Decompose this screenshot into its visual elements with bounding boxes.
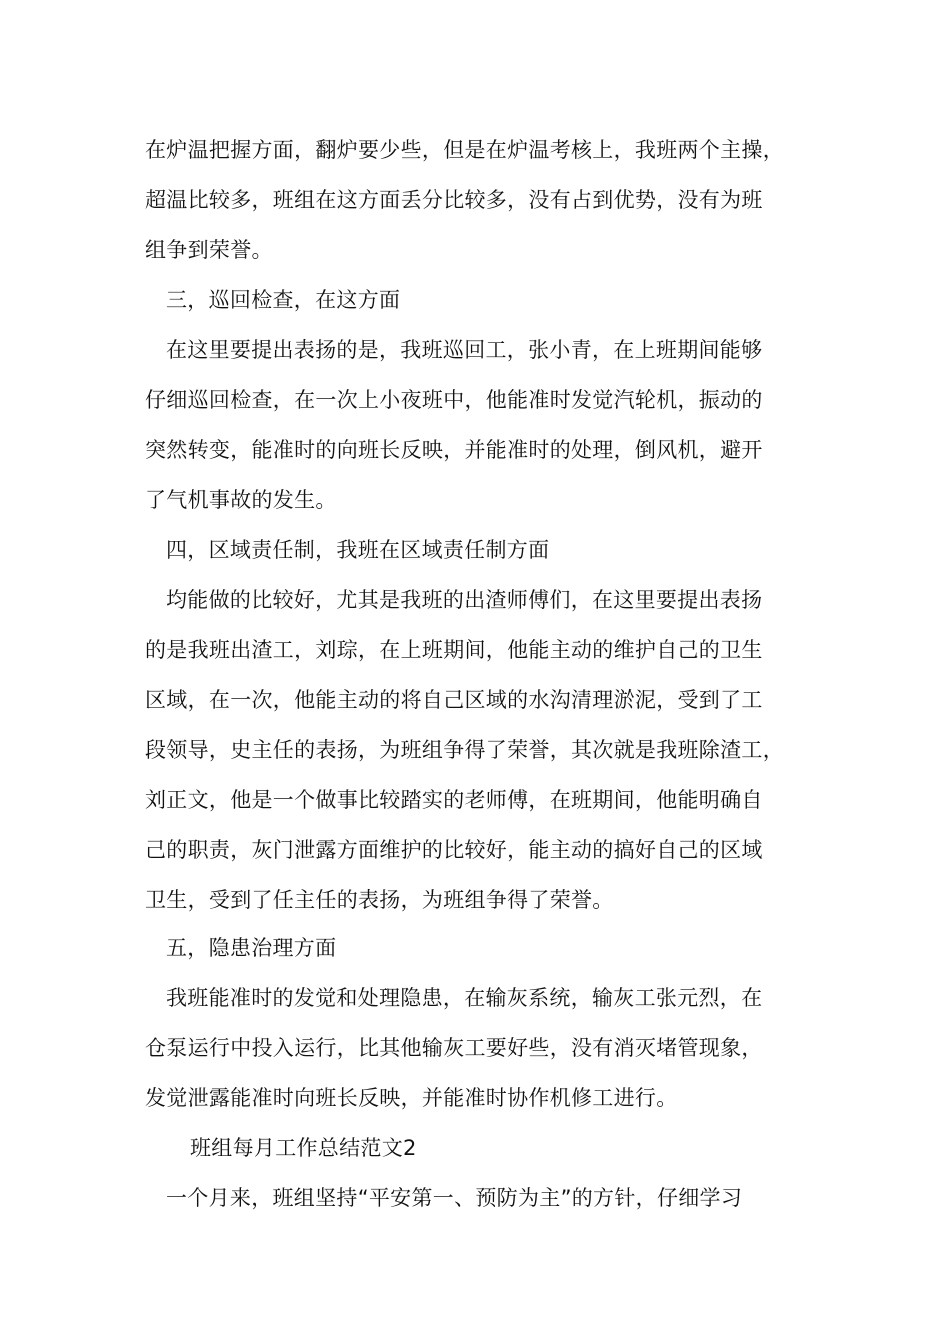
paragraph-line: 组争到荣誉。 — [145, 238, 273, 262]
section-heading: 三，巡回检查，在这方面 — [166, 288, 401, 312]
section-heading: 四，区域责任制，我班在区域责任制方面 — [166, 538, 550, 562]
paragraph-line: 均能做的比较好，尤其是我班的出渣师傅们，在这里要提出表扬 — [166, 588, 763, 612]
paragraph-line: 己的职责，灰门泄露方面维护的比较好，能主动的搞好自己的区域 — [145, 838, 763, 862]
paragraph-line: 仓泵运行中投入运行，比其他输灰工要好些，没有消灭堵管现象， — [145, 1036, 763, 1060]
paragraph-line: 的是我班出渣工，刘琮，在上班期间，他能主动的维护自己的卫生 — [145, 638, 763, 662]
paragraph-line: 卫生，受到了任主任的表扬，为班组争得了荣誉。 — [145, 888, 614, 912]
paragraph-line: 段领导，史主任的表扬，为班组争得了荣誉，其次就是我班除渣工， — [145, 738, 784, 762]
paragraph-line: 在炉温把握方面，翻炉要少些，但是在炉温考核上，我班两个主操， — [145, 138, 784, 162]
section-heading: 五，隐患治理方面 — [166, 936, 337, 960]
paragraph-line: 超温比较多，班组在这方面丢分比较多，没有占到优势，没有为班 — [145, 188, 763, 212]
paragraph-line: 在这里要提出表扬的是，我班巡回工，张小青，在上班期间能够 — [166, 338, 763, 362]
paragraph-line: 发觉泄露能准时向班长反映，并能准时协作机修工进行。 — [145, 1086, 678, 1110]
paragraph-line: 了气机事故的发生。 — [145, 488, 337, 512]
paragraph-line: 我班能准时的发觉和处理隐患，在输灰系统，输灰工张元烈，在 — [166, 986, 763, 1010]
paragraph-line: 突然转变，能准时的向班长反映，并能准时的处理，倒风机，避开 — [145, 438, 763, 462]
document-title: 班组每月工作总结范文2 — [190, 1136, 417, 1160]
paragraph-line: 一个月来，班组坚持“平安第一、预防为主”的方针，仔细学习 — [166, 1186, 743, 1210]
paragraph-line: 仔细巡回检查，在一次上小夜班中，他能准时发觉汽轮机，振动的 — [145, 388, 763, 412]
paragraph-line: 区域，在一次，他能主动的将自己区域的水沟清理淤泥，受到了工 — [145, 688, 763, 712]
paragraph-line: 刘正文，他是一个做事比较踏实的老师傅，在班期间，他能明确自 — [145, 788, 763, 812]
